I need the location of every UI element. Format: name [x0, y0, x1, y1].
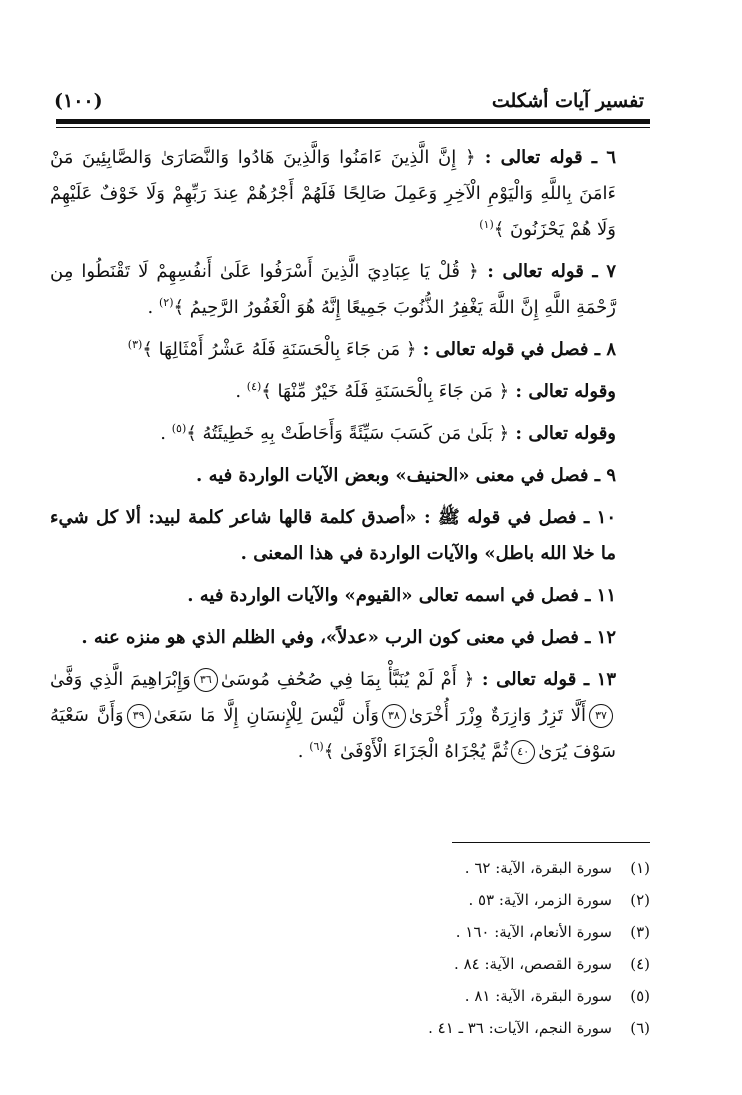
quran-verse: وَإِبْرَاهِيمَ الَّذِي وَفَّىٰ [50, 669, 191, 690]
quran-verse: ﴿ مَن جَاءَ بِالْحَسَنَةِ فَلَهُ عَشْرُ أَمْثَالِهَا ﴾ [142, 339, 417, 360]
header-rule-thin [56, 127, 650, 128]
footnote-number: (٥) [630, 987, 650, 1005]
footnote-number: (٤) [630, 955, 650, 973]
footnote-text: سورة الزمر، الآية: ٥٣ . [468, 891, 612, 909]
footnote-text: سورة النجم، الآيات: ٣٦ ـ ٤١ . [428, 1019, 612, 1037]
footnote-separator [452, 842, 650, 843]
paragraph-lead: ١٣ ـ قوله تعالى : [474, 669, 616, 690]
footnote-number: (٣) [630, 923, 650, 941]
footnote-item [230, 1012, 650, 1044]
ayah-number-mark: ٣٦ [194, 668, 218, 692]
paragraph-11 [50, 578, 650, 614]
footnote-number: (٦) [630, 1019, 650, 1037]
paragraph-8 [50, 332, 650, 368]
ayah-number-mark: ٣٩ [127, 704, 151, 728]
paragraph-tail: . [160, 423, 172, 444]
paragraph-tail: . [147, 297, 159, 318]
quran-verse: ثُمَّ يُجْزَاهُ الْجَزَاءَ الْأَوْفَىٰ ﴾ [323, 741, 509, 762]
paragraph-8b [50, 374, 650, 410]
running-title: تفسير آيات أشكلت [491, 90, 644, 112]
paragraph-lead: ٦ ـ قوله تعالى : [475, 147, 616, 168]
paragraph-12 [50, 620, 650, 656]
paragraph-8c [50, 416, 650, 452]
footnote-item [230, 852, 650, 884]
footnote-ref[interactable]: (٦) [309, 740, 324, 753]
footnote-text: سورة القصص، الآية: ٨٤ . [454, 955, 612, 973]
paragraph-7 [50, 254, 650, 326]
quran-verse: ﴿ قُلْ يَا عِبَادِيَ الَّذِينَ أَسْرَفُوا عَلَىٰ أَنفُسِهِمْ لَا تَقْنَطُوا مِن رَّحْمَةِ اللَّهِ إِنَّ اللَّهَ يَغْفِرُ الذُّنُوبَ جَمِيعًا إِنَّهُ هُوَ الْغَفُورُ الرَّحِيمُ ﴾ [50, 261, 616, 318]
paragraph-lead: وقوله تعالى : [509, 423, 616, 444]
footnote-text: سورة البقرة، الآية: ٦٢ . [464, 859, 612, 877]
footnote-ref[interactable]: (٤) [246, 380, 262, 393]
footnote-ref[interactable]: (١) [479, 218, 494, 231]
paragraph-text: ٩ ـ فصل في معنى «الحنيف» وبعض الآيات الواردة فيه . [196, 465, 616, 486]
main-text [50, 140, 650, 776]
footnote-number: (١) [630, 859, 650, 877]
paragraph-tail: . [235, 381, 247, 402]
paragraph-tail: . [297, 741, 310, 762]
quran-verse: ﴿ إِنَّ الَّذِينَ ءَامَنُوا وَالَّذِينَ هَادُوا وَالنَّصَارَىٰ وَالصَّابِئِينَ مَنْ ءَامَنَ بِاللَّهِ وَالْيَوْمِ الْآخِرِ وَعَمِلَ صَالِحًا فَلَهُمْ أَجْرُهُمْ عِندَ رَبِّهِمْ وَلَا خَوْفٌ عَلَيْهِمْ وَلَا هُمْ يَحْزَنُونَ ﴾ [50, 147, 616, 240]
ayah-number-mark: ٤٠ [511, 740, 535, 764]
footnote-text: سورة الأنعام، الآية: ١٦٠ . [455, 923, 612, 941]
paragraph-lead: ٨ ـ فصل في قوله تعالى : [416, 339, 616, 360]
paragraph-text: ١١ ـ فصل في اسمه تعالى «القيوم» والآيات الواردة فيه . [187, 585, 616, 606]
ayah-number-mark: ٣٨ [382, 704, 406, 728]
quran-verse: أَلَّا تَزِرُ وَازِرَةٌ وِزْرَ أُخْرَىٰ [408, 705, 587, 726]
quran-verse: وَأَنَّ سَعْيَهُ سَوْفَ يُرَىٰ [50, 705, 616, 762]
footnote-item [230, 884, 650, 916]
paragraph-text: ١٠ ـ فصل في قوله ﷺ : «أصدق كلمة قالها شاعر كلمة لبيد: ألا كل شيء ما خلا الله باطل» والآيات الواردة في هذا المعنى . [50, 507, 616, 564]
paragraph-6 [50, 140, 650, 248]
footnote-ref[interactable]: (٢) [158, 296, 174, 309]
footnote-item [230, 980, 650, 1012]
ayah-number-mark: ٣٧ [589, 704, 613, 728]
quran-verse: وَأَن لَّيْسَ لِلْإِنسَانِ إِلَّا مَا سَعَىٰ [153, 705, 379, 726]
quran-verse: ﴿ بَلَىٰ مَن كَسَبَ سَيِّئَةً وَأَحَاطَتْ بِهِ خَطِيئَتُهُ ﴾ [186, 423, 510, 444]
quran-verse: ﴿ أَمْ لَمْ يُنَبَّأْ بِمَا فِي صُحُفِ مُوسَىٰ [220, 669, 475, 690]
paragraph-text: ١٢ ـ فصل في معنى كون الرب «عدلاً»، وفي الظلم الذي هو منزه عنه . [81, 627, 616, 648]
paragraph-9 [50, 458, 650, 494]
footnote-item [230, 916, 650, 948]
footnote-item [230, 948, 650, 980]
paragraph-lead: وقوله تعالى : [509, 381, 616, 402]
footnotes [230, 852, 650, 1044]
page-number: (١٠٠) [54, 90, 103, 112]
header-rule-thick [56, 119, 650, 124]
footnote-text: سورة البقرة، الآية: ٨١ . [464, 987, 612, 1005]
footnote-number: (٢) [630, 891, 650, 909]
paragraph-lead: ٧ ـ قوله تعالى : [478, 261, 616, 282]
page-header [50, 86, 648, 116]
footnote-ref[interactable]: (٥) [171, 422, 187, 435]
paragraph-13 [50, 662, 650, 770]
quran-verse: ﴿ مَن جَاءَ بِالْحَسَنَةِ فَلَهُ خَيْرٌ مِّنْهَا ﴾ [261, 381, 510, 402]
paragraph-10 [50, 500, 650, 572]
footnote-ref[interactable]: (٣) [127, 338, 143, 351]
